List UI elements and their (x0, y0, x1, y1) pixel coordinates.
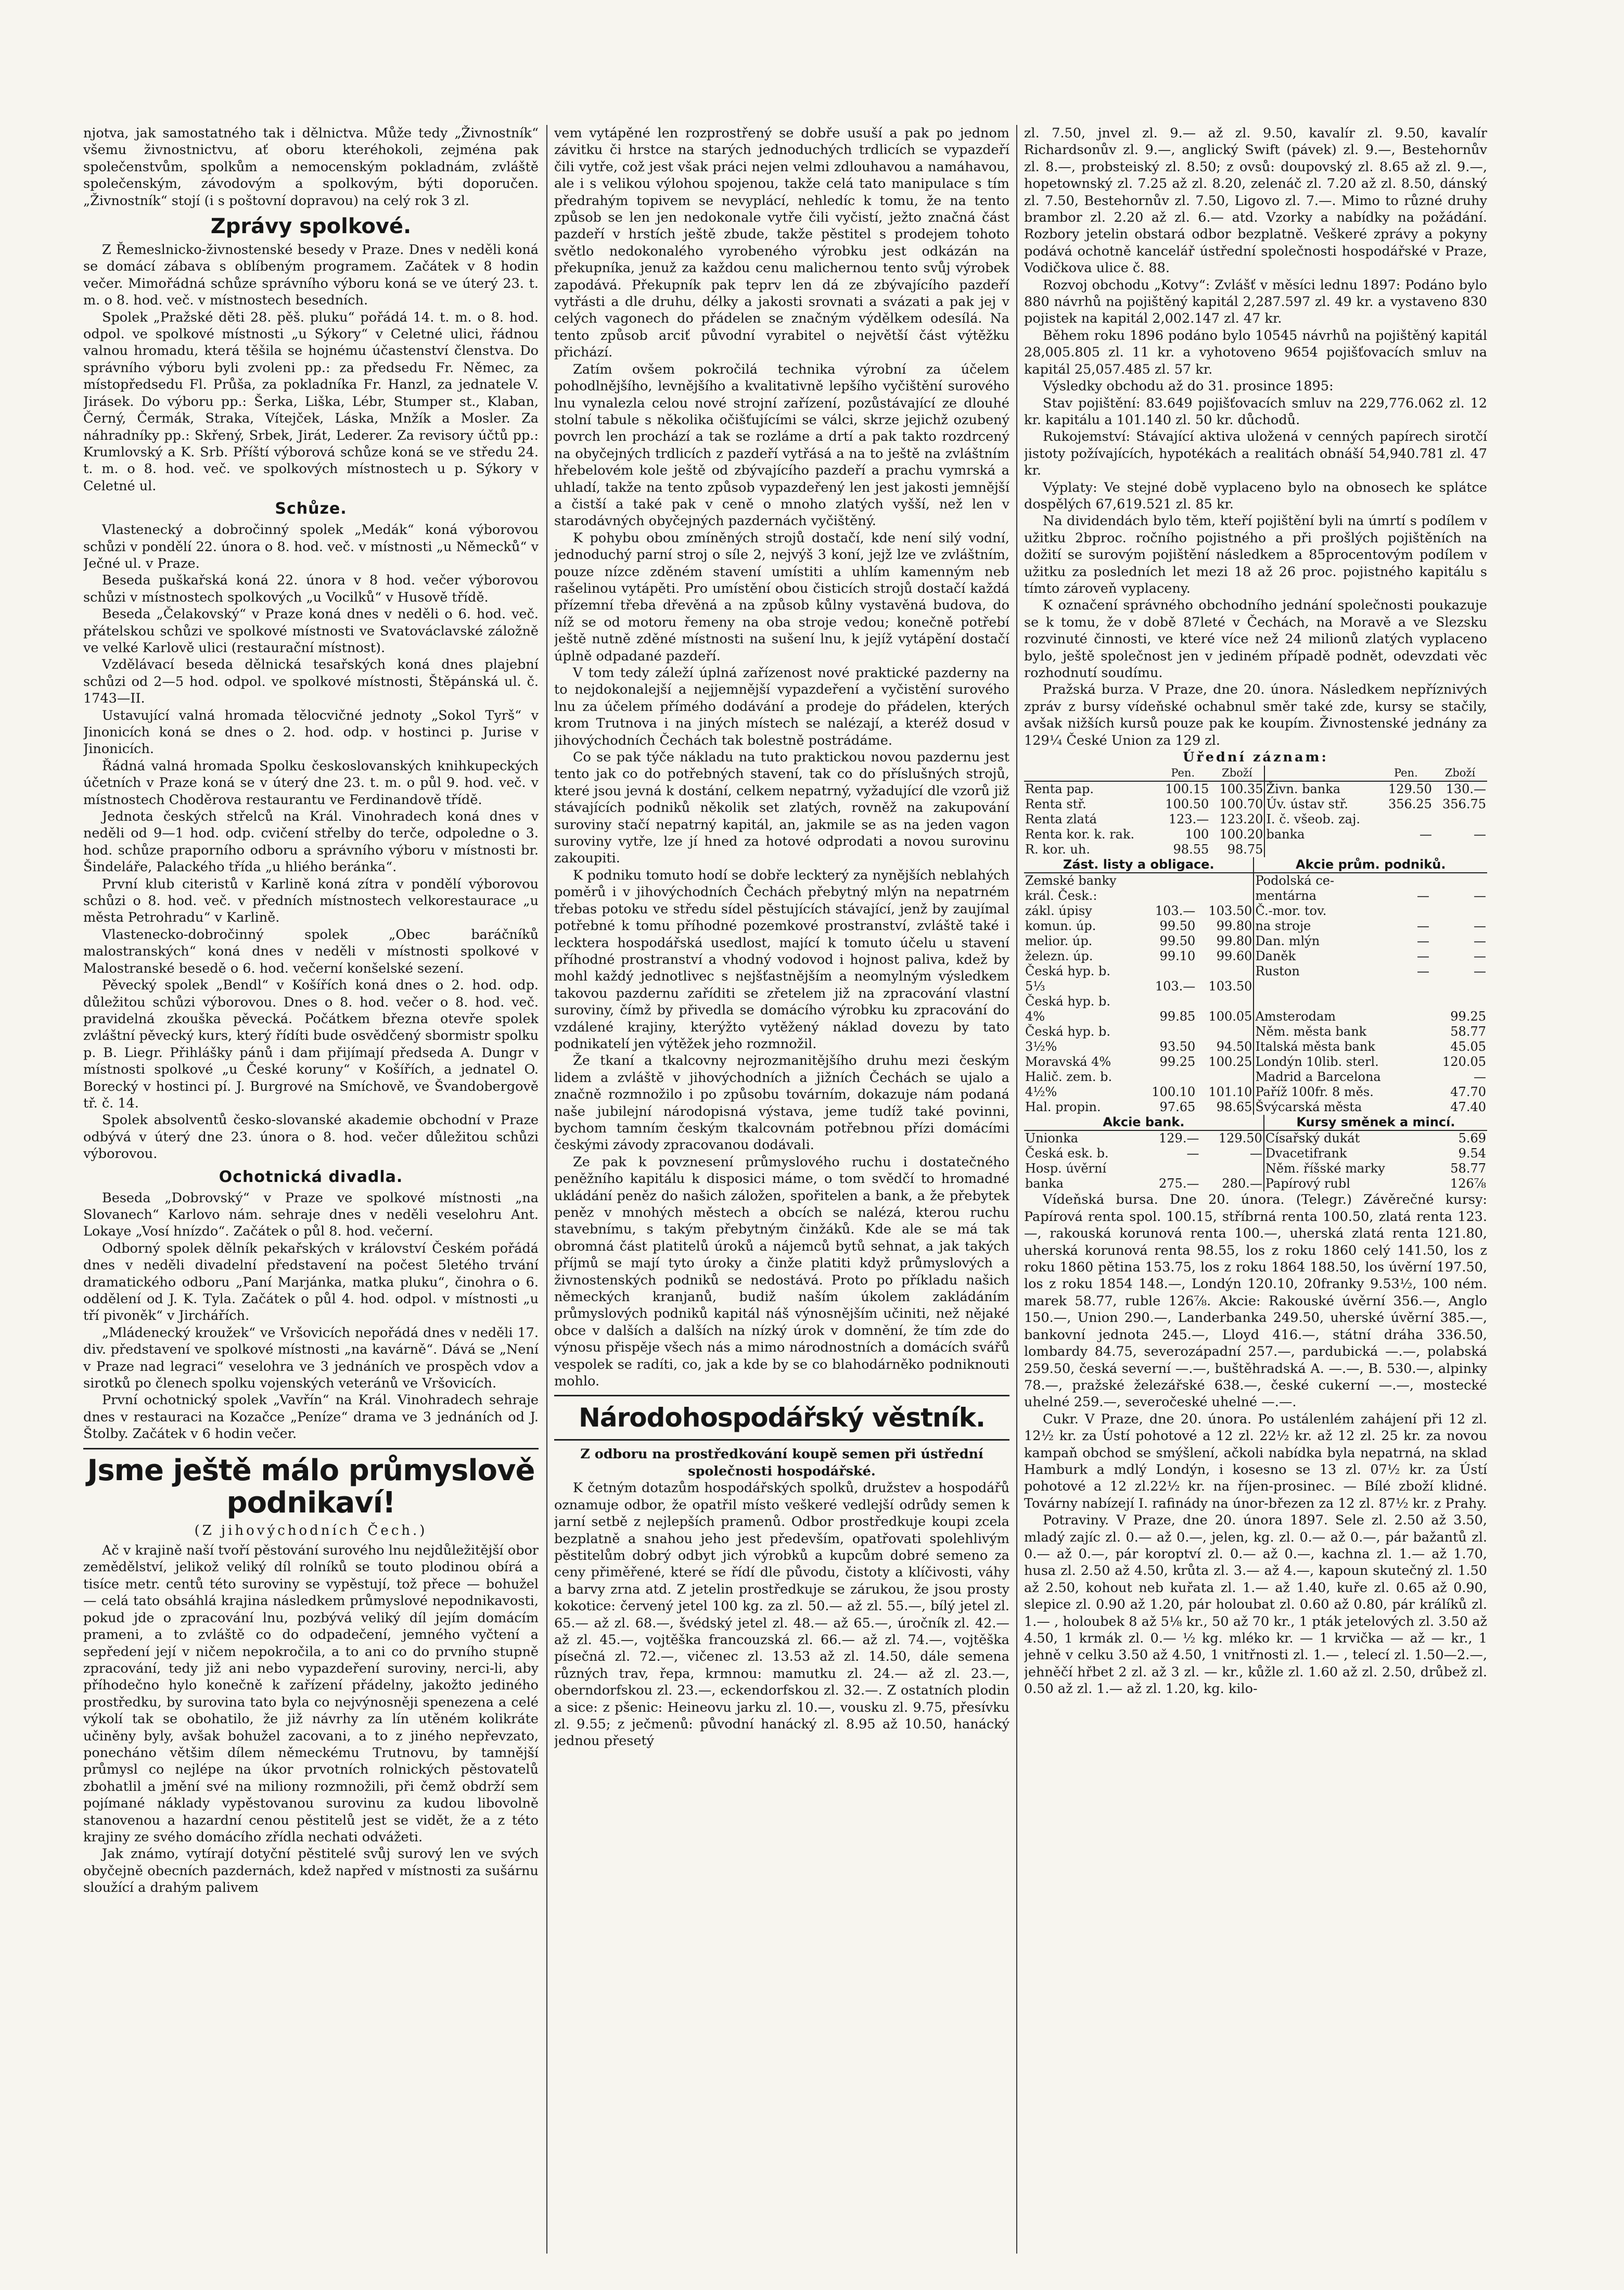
table-subheading: Akcie prům. podniků. (1254, 857, 1487, 873)
meeting-item: Vlastenecký a dobročinný spolek „Medák“ koná výborovou schůzi v pondělí 22. února o 8. hod. več. v místnosti „u Německů“ v Ječné ul. v Praze. (83, 522, 539, 571)
meeting-item: Jednota českých střelců na Král. Vinohradech koná dnes v neděli od 9—1 hod. odp. cvičení střelby do terče, odpoledne o 3. hod. schůze praporního odboru a správního výboru v místnosti br. Šindeláře, Palackého třída „u hliého beránka“. (83, 809, 539, 875)
kotvy-item: Během roku 1896 podáno bylo 10545 návrhů na pojištěný kapitál 28,005.805 zl. 11 kr. a vyhotoveno 9654 pojišťovacích smluv na kapitál 25,057.485 zl. 57 kr. (1024, 327, 1487, 377)
table-cell: 99.60 (1216, 949, 1252, 964)
meeting-item: Vlastenecko-dobročinný spolek „Obec baráčníků malostranských“ koná dnes v neděli v místnosti spolkové v Malostranské besedě o 6. hod. večerní konšelské sezení. (83, 926, 539, 976)
table-row (1024, 1146, 1487, 1161)
table-cell: Renta kor. k. rak. (1025, 827, 1135, 842)
table-cell: 280.— (1222, 1176, 1262, 1191)
article-paragraph: Ač v krajině naší tvoří pěstování surového lnu nejdůležitější obor zemědělství, jelikož veliký díl rolníků se touto plodinou obírá a tisíce metr. centů této suroviny se vypěstují, tož přece — bohužel — celá tato obsáhlá krajina následkem průmyslové nepodnikavosti, pokud jde o zpracování lnu, pozbývá veliký díl jejím domácím prameni, a to zvláště co do odpadečení, jemného vyčtení a sepředení její v ničem nepokročila, a to ani co do prvního stupně zpracování, tedy již ani nebo vypazdeření suroviny, nerci-li, aby příhodečno hylo konečně k zařízení přádelny, jakožto jediného prostředku, by surovina tato byla co nejvýnosněji spenezena a celé výkolí tak se obohatilo, že již návrhy za lín utěném kolikráte učiněny byly, avšak bohužel zacovani, a to z jiného nepřevzato, ponecháno většim dílem německému Trutnovu, by tamnější průmysl co nejlépe na úkor prvotních rolnických pěstovatelů zbohatlil a jmění své na miliony rozmnožili, při čemž obdrží sem pojímané náklady vypěstovanou surovinu za kudou libovolně stanovenou a hazardní cenou pěstitelů jest se vidět, že a z této krajiny ze svého domácího zřídla nechati odvážeti. (83, 1543, 539, 1845)
kotvy-item: Rukojemství: Stávající aktiva uložená v cenných papírech sirotčí jistoty požívajících, hypotékách a realitách obnáší 54,940.781 zl. 47 kr. (1024, 429, 1487, 479)
table-cell: Paříž 100fr. 8 měs. (1254, 1085, 1412, 1100)
table-cell (1412, 904, 1430, 919)
table-row (1024, 797, 1487, 812)
table-cell: Hal. propin. (1025, 1100, 1101, 1115)
table-cell: I. č. všeob. zaj. (1264, 812, 1378, 827)
table-cell (1433, 842, 1487, 857)
table-cell (1140, 873, 1196, 888)
table-cell: — (1417, 964, 1430, 979)
table-cell: 123.20 (1219, 812, 1263, 827)
heading-schuze: Schůze. (275, 500, 347, 518)
table-cell: Česká hyp. b. (1025, 1024, 1110, 1039)
table-cell: 130.— (1446, 782, 1486, 797)
table-cell: 58.77 (1450, 1161, 1486, 1176)
table-cell: 129.— (1159, 1131, 1199, 1146)
table-cell: Madrid a Barcelona (1254, 1070, 1412, 1085)
table-cell: Dvacetifrank (1264, 1146, 1432, 1161)
meeting-item: Pěvecký spolek „Bendl“ v Košířích koná dnes o 2. hod. odp. důležitou schůzi výborovou. Dnes o 8. hod. večer o 8. hod. več. pravidelná zkouška pěvecká. Počátkem března otevře spolek zvláštní pěvecký kurs, který řídíti bude osvědčený sbormistr spolku p. B. Liegr. Přihlášky pánů i dam přijímají předseda A. Dungr v místnosti spolkové „u České koruny“ v Košířích, a jednatel O. Borecký v hostinci pí. J. Burgrové na Smíchově, ve Švandobergově tř. č. 14. (83, 977, 539, 1111)
table-cell: — (1186, 1146, 1199, 1161)
table-cell: 99.25 (1450, 1009, 1486, 1024)
kotvy-item: Výsledky obchodu až do 31. prosince 1895: (1043, 378, 1334, 395)
table-cell: — (1474, 949, 1486, 964)
table-cell: — (1417, 949, 1430, 964)
table-cell: 129.50 (1218, 1131, 1262, 1146)
rates-table-3 (1024, 1115, 1487, 1191)
table-cell: Česká esk. b. (1025, 1146, 1109, 1161)
table-cell: Živn. banka (1264, 781, 1378, 797)
table-cell: 100.35 (1219, 782, 1263, 797)
table-cell: mentárna (1254, 888, 1412, 904)
table-cell: 94.50 (1216, 1039, 1252, 1054)
table-cell: 58.77 (1450, 1024, 1486, 1039)
table-cell: Č.-mor. tov. (1254, 904, 1412, 919)
table-row (1024, 964, 1487, 979)
table-cell: 99.50 (1159, 934, 1196, 949)
kotvy-item: Na dividendách bylo těm, kteří pojištění byli na úmrtí s podílem v užitku 2bproc. ročního pojistného a při prošlých pojištěních na dožití se surovým pojištění následkem a 85procentovým podílem v užitku za posledních let mezi 18 až 26 proc. pojistného kapitálu s tímto zároveň vyplaceny. (1024, 513, 1487, 596)
kotvy-item: Stav pojištění: 83.649 pojišťovacích smluv na 229,776.062 zl. 12 kr. kapitálu a 101.140 zl. 50 kr. důchodů. (1024, 395, 1487, 428)
table-cell: 126⅞ (1450, 1176, 1486, 1191)
table-header-cell: Zboží (1210, 766, 1264, 781)
theatre-item: Odborný spolek dělník pekařských v království Českém pořádá dnes v neděli divadelní představení na počest 5letého trvání dramatického odboru „Paní Marjánka, matka pluku“, činohra o 6. oddělení od J. K. Tyla. Začátek o půl 4. hod. odpol. v místnosti „u tří pivoněk“ v Jirchářích. (83, 1240, 539, 1324)
table-cell (1200, 1161, 1263, 1176)
rates-table-2-body (1024, 873, 1487, 1115)
kotvy-item: Výplaty: Ve stejné době vyplaceno bylo na obnosech ke splátce dospělých 67,619.521 zl. 85 kr. (1024, 479, 1487, 512)
table-cell (1140, 964, 1196, 979)
table-subheading: Zást. listy a obligace. (1024, 857, 1254, 873)
article-paragraph: vem vytápěné len rozprostřený se dobře usuší a pak po jednom závitku či hrstce na starých jednoduchých trdlicích se vypazdeří čili vytře, což jest však práci nejen velmi zdlouhavou a namáhavou, ale i s velikou výlohou spojenou, takže celá tato manipulace s tím předrahým topivem se nevyplácí, nehledíc k tomu, že na tento způsob se len jen nedokonale vytře čili vyčistí, ježto značná část pazdeří v hrstích ještě zbude, takže pěstitel s prodejem tohoto světlo nedokonalého vyrobeného výrobku jest odkázán na překupníka, jenuž za každou cenu malichernou tento svůj výrobek zapodává. Překupník pak teprv len dá ze zbývajícího pazdeří vytřásti a dle druhu, délky a jakosti srovnati a svázati a pak jej v celých vagonech do přádelen se značným výdělkem odesílá. Na tento způsob arciť původní vyrabitel o největší část výtěžku přichází. (554, 125, 1009, 361)
table-header-cell (1264, 766, 1378, 781)
table-cell: Zemské banky (1025, 873, 1117, 888)
table-cell: 103.50 (1208, 979, 1252, 994)
meeting-item: Ustavující valná hromada tělocvičné jednoty „Sokol Tyrš“ v Jinonicích koná se dnes o 2. hod. odp. v hostinci p. Jurise v Jinonicích. (83, 707, 539, 757)
table-cell: 356.75 (1442, 797, 1486, 812)
heading-ochotnicka-divadla: Ochotnická divadla. (219, 1167, 403, 1186)
table-row (1024, 1130, 1487, 1146)
table-cell: 100.10 (1152, 1085, 1196, 1100)
table-cell: na stroje (1254, 919, 1412, 934)
article-paragraph: zl. 7.50, jnvel zl. 9.— až zl. 9.50, kavalír zl. 9.50, kavalír Richardsonův zl. 9.—, anglický Swift (pávek) zl. 9.—, Bestehornův zl. 8.—, probsteiský zl. 8.50; z ovsů: doupovský zl. 8.65 až zl. 9.—, hopetownský zl. 7.25 až zl. 8.20, zelenáč zl. 7.20 až zl. 8.50, dánský zl. 7.50, Bestehornův zl. 7.50, Ligovo zl. 7.—. Mimo to různé druhy brambor zl. 2.20 až zl. 6.— atd. Vzorky a nabídky na požádání. Rozbory jetelin obstará odbor bezplatně. Veškeré zprávy a pokyny podává ochotně kancelář ústřední společnosti hospodářské v Praze, Vodičkova ulice č. 88. (1024, 125, 1487, 276)
table-cell: Císařský dukát (1264, 1130, 1432, 1146)
table-cell (1379, 842, 1433, 857)
article-paragraph: V tom tedy záleží úplná zařízenost nové praktické pazderny na to nejdokonalejší a nejjemnější vypazdeření a vyčistění surového lnu za účelem přímého dodávání a prodeje do přádelen, kterých krom Trutnova i na jiných místech se nalézají, a kteréž dosud v jihovýchodních Čechách tak bolestně postrádáme. (554, 665, 1009, 748)
table-cell: — (1474, 827, 1486, 842)
table-cell (1412, 873, 1430, 888)
table-cell: 99.80 (1216, 934, 1252, 949)
table-cell: 129.50 (1388, 782, 1432, 797)
rates-table-1-body (1024, 781, 1487, 857)
table-cell: 120.05 (1442, 1054, 1486, 1070)
heading-jsme-jeste: Jsme ještě málo průmyslově podnikaví! (87, 1453, 535, 1520)
table-cell: R. kor. uh. (1025, 842, 1090, 857)
table-cell (1412, 1085, 1430, 1100)
table-cell: Dan. mlýn (1254, 934, 1412, 949)
table-cell: Česká hyp. b. (1025, 994, 1110, 1009)
meeting-item: Vzdělávací beseda dělnická tesařských koná dnes plajební schůzi od 2—5 hod. odpol. ve spolkové místnosti, Štěpánská ul. č. 1743—II. (83, 657, 539, 707)
rates-table-3-body (1024, 1130, 1487, 1191)
table-cell: 99.50 (1159, 919, 1196, 934)
table-cell: 47.70 (1450, 1085, 1486, 1100)
table-subheading: Akcie bank. (1024, 1115, 1264, 1130)
table-row (1024, 1024, 1487, 1039)
meeting-item: Beseda puškařská koná 22. února v 8 hod. večer výborovou schůzi v místnostech spolkových „u Vocilků“ v Husově třídě. (83, 572, 539, 605)
table-row (1024, 873, 1487, 888)
theatre-item: První ochotnický spolek „Vavřín“ na Král. Vinohradech sehraje dnes v restauraci na Kozačce „Peníze“ drama ve 3 jednáních od J. Štolby. Začátek v 6 hodin večer. (83, 1392, 539, 1442)
table-cell: — (1474, 919, 1486, 934)
table-cell: melior. úp. (1025, 934, 1093, 949)
table-row (1024, 1161, 1487, 1176)
table-cell: 98.65 (1216, 1100, 1252, 1115)
table-cell (1264, 842, 1378, 857)
table-cell: 100.05 (1208, 1009, 1252, 1024)
heading-narodohospodarsky-vestnik: Národohospodářský věstník. (579, 1403, 985, 1433)
table-cell (1412, 994, 1430, 1009)
table-cell: 45.05 (1450, 1039, 1486, 1054)
table-header-cell: Zboží (1433, 766, 1487, 781)
table-cell: 123.— (1168, 812, 1209, 827)
article-paragraph: Zatím ovšem pokročilá technika výrobní za účelem pohodlnějšího, levnějšího a kvalitativně lepšího vyčištění surového lnu vynalezla celou nové strojní zařízení, pozůstávající ze dlouhé stolní tabule s několika očišťujícími se válci, skrze jejichž ozubený povrch len prochází a tak se rozláme a drtí a pak takto rozdrcený na obyčejných trdlicích z pazdeří vytřásá a na to ještě na zvláštním hřebelovém kole ještě od zbývajícího pazdeří a prachu vymrská a uhladí, takže na tento způsob vypazdeřený len jest jakosti jemnější a čistší a také pak v ceně o mnoho zlatých vyšší, než len v starodávných obyčejných pazdernách vyčištěný. (554, 361, 1009, 529)
table-cell (1430, 994, 1487, 1009)
article-paragraph: Že tkaní a tkalcovny nejrozmanitějšího druhu mezi českým lidem a zvláště v jihovýchodních a jižních Čechách se ujalo a značně rozmnožilo i po způsobu továrním, dokazuje nám podaná naše jubilejní národopisná výstava, jeme tudíž také povinni, bychom tamním českým tkalcovnám potřebnou přízi domácími českými závody zpracovanou dodávali. (554, 1053, 1009, 1153)
column-divider-1 (546, 125, 547, 2254)
table-cell: Švýcarská města (1254, 1100, 1412, 1115)
table-cell (1196, 994, 1254, 1009)
section-rule (83, 1448, 539, 1449)
article-paragraph: Ze pak k povznesení průmyslového ruchu i dostatečného peněžního kapitálu k disposici máme, o tom svědčí to hromadné ukládání peněz do našich záložen, spořitelen a bank, a že přebytek peněz v mnohých městech a obcích se nalézá, kterou ruchu stavebnímu, s takým přebytným činžáků. Kde ale se má tak obromná část platitelů úroků a nájemců bytů sehnat, a jak takých příjmů se mají tyto úroky a činže platiti když průmyslových a živnostenských podniků se nedostává. Proto po příkladu našich německých kranjanů, budiž naším úkolem zakládáním průmyslových podniků kapitál náš výnosnějším učiniti, než nějaké obce v dalších a dalších na nízký úrok v domnění, že tím zde do výnosu přispěje všech nás a mimo národnostních a domácích svářů vespolek se radíti, co, jak a kde by se co blahodárněko podniknouti mohlo. (554, 1154, 1009, 1390)
table-row (1024, 1100, 1487, 1115)
news-item: Z Řemeslnicko-živnostenské besedy v Praze. Dnes v neděli koná se domácí zábava s oblíbeným programem. Začátek v 8 hodin večer. Mimořádná schůze správního výboru koná se ve úterý 23. t. m. o 8. hod. več. v místnostech besedních. (83, 242, 539, 309)
table-cell: 4% (1025, 1009, 1045, 1024)
table-cell: zákl. úpisy (1025, 904, 1092, 919)
heading-zpravy-spolkove: Zprávy spolkové. (210, 214, 412, 239)
table-cell: 93.50 (1159, 1039, 1196, 1054)
table-cell (1196, 888, 1254, 904)
table-cell (1142, 1161, 1200, 1176)
table-cell: 100.20 (1219, 827, 1263, 842)
meeting-item: Beseda „Čelakovský“ v Praze koná dnes v neděli o 6. hod. več. přátelskou schůzi ve spolkové místnosti ve Svatováclavské záložně ve velké Karlově ulici (restaurační místnost). (83, 606, 539, 656)
table-row (1024, 994, 1487, 1009)
rates-table-1 (1024, 766, 1487, 857)
article-dateline: (Z jihovýchodních Čech.) (194, 1522, 428, 1538)
table-cell: — (1474, 888, 1486, 904)
table-row (1024, 1054, 1487, 1070)
table-cell: 5⅓ (1025, 979, 1045, 994)
table-cell: — (1419, 827, 1432, 842)
column-1 (83, 125, 539, 2254)
section-rule (554, 1439, 1009, 1441)
table-row (1024, 949, 1487, 964)
table-cell (1412, 1054, 1430, 1070)
kotvy-item: K označení správného obchodního jednání společnosti poukazuje se k tomu, že v době 87leté v Čechách, na Moravě a ve Slezsku rozvinuté činnosti, ve které více než 24 milionů zlatých vyplaceno bylo, ještě společnost jen v jediném případě podnět, odevzdati věc rozhodnutí soudímu. (1024, 597, 1487, 681)
table-cell (1140, 1024, 1196, 1039)
table-row (1024, 781, 1487, 797)
table-cell (1430, 873, 1487, 888)
prague-exchange: Pražská burza. V Praze, dne 20. února. Následkem nepříznivých zpráv z bursy vídeňské ochabnul směr také zde, kursy se stačily, avšak nižších kursů pouze pak ke koupím. Živnostenské jednány za 129¼ České Union za 129 zl. (1024, 682, 1487, 748)
table-cell (1412, 979, 1430, 994)
meeting-item: První klub citeristů v Karlině koná zítra v pondělí výborovou schůzi o 8. hod. več. v předních místnostech velkorestaurace „u města Petrohradu“ v Karlině. (83, 876, 539, 926)
table-cell (1196, 873, 1254, 888)
table-row (1024, 1176, 1487, 1191)
table-cell: 356.25 (1388, 797, 1432, 812)
table-cell (1412, 1024, 1430, 1039)
table-cell: — (1249, 1146, 1262, 1161)
table-cell: 47.40 (1450, 1100, 1486, 1115)
table-cell: železn. úp. (1025, 949, 1093, 964)
table-cell: 99.85 (1159, 1009, 1196, 1024)
table-cell: 4½% (1025, 1085, 1057, 1100)
table-cell: — (1474, 934, 1486, 949)
official-record-heading: Úřední záznam: (1183, 749, 1328, 766)
table-cell: banka (1264, 827, 1378, 842)
table-cell: 100 (1185, 827, 1209, 842)
table-cell: Daněk (1254, 949, 1412, 964)
notice-title: Z odboru na prostředkování koupě semen při ústřední společnosti hospodářské. (580, 1446, 983, 1479)
theatre-item: Beseda „Dobrovský“ v Praze ve spolkové místnosti „na Slovanech“ Karlovo nám. sehraje dnes v neděli veselohru Ant. Lokaye „Vosí hnízdo“. Začátek o půl 8. hod. večerní. (83, 1190, 539, 1240)
sugar-market: Cukr. V Praze, dne 20. února. Po ustálenlém zahájení při 12 zl. 12½ kr. za Ústí pohotové a 12 zl. 22½ kr. až 12 zl. 25 kr. za novou kampaň obchod se smýšlení, ačkoli nabídka byla nepatrná, na sklad Hamburk a mdlý Londýn, i kosesno se 13 zl. 07½ kr. za Ústí pohotové a 12 zl.22½ kr. na říjen-prosinec. — Bílé zboží klidné. Továrny nabízejí I. rafinády na únor-březen za 12 zl. 87½ kr. z Prahy. (1024, 1411, 1487, 1511)
table-row (1024, 979, 1487, 994)
table-cell: 103.— (1155, 904, 1196, 919)
table-header-cell: Pen. (1379, 766, 1433, 781)
column-3 (1024, 125, 1487, 2254)
vienna-exchange: Vídeňská bursa. Dne 20. února. (Telegr.) Závěrečné kursy: Papírová renta spol. 100.15, stříbrná renta 100.50, zlatá renta 123.—, rakouská korunová renta 100.—, uherská zlatá renta 121.80, uherská korunová renta 98.55, los z roku 1860 celý 141.50, los z roku 1860 pětina 153.75, los z roku 1864 188.50, los úvěrní 197.50, los z roku 1854 148.—, Londýn 120.10, 20franky 9.53½, 100 ném. marek 58.77, ruble 126⅞. Akcie: Rakouské úvěrní 356.—, Anglo 150.—, Union 290.—, Landerbanka 249.50, uherské úvěrní 385.—, bankovní jednota 245.—, Lloyd 416.—, státní dráha 336.50, lombardy 84.75, severozápadní 257.—, pardubická —.—, polabská 259.50, česká severní —.—, buštěhradská A. —.—, B. 530.—, alpinky 78.—, pražské železářské 638.—, české cukerní —.—, mostecké uhelné 259.—, severočeské uhelné —.—. (1024, 1192, 1487, 1410)
intro-text: njotva, jak samostatného tak i dělnictva. Může tedy „Živnostník“ všemu živnostnictvu, ať oboru kteréhokoli, zejména pak společenstvům, spolkům a nemocenským pokladnám, zvláště společenským, závodovým a spolkovým, býti doporučen. „Živnostník“ stojí (i s poštovní dopravou) na celý rok 3 zl. (83, 125, 539, 209)
table-cell: — (1417, 919, 1430, 934)
table-row (1024, 888, 1487, 904)
table-cell: 101.10 (1208, 1085, 1252, 1100)
notice-paragraph: K četným dotazům hospodářských spolků, družstev a hospodářů oznamuje odbor, že opatřil místo veškeré vedlejší odrůdy semen k jarní setbě z nejlepších pramenů. Odbor prostředkuje koupi zcela bezplatně a snahou jeho jest především, opatřovati spolehlivým pěstitelům dobrý odbyt jich výrobků a kupcům dobré semeno za ceny přiměřené, které se řídí dle původu, čistoty a klíčivosti, váhy a barvy zrna atd. Z jetelin prostředkuje se zárukou, že jsou prosty kokotice: červený jetel 100 kg. za zl. 50.— až zl. 55.—, bílý jetel zl. 65.— až zl. 68.—, švédský jetel zl. 48.— až 65.—, úročník zl. 42.— až zl. 45.—, vojtěška francouzská zl. 66.— až zl. 74.—, vojtěška písečná zl. 72.—, vičenec zl. 13.53 až zl. 14.50, dále semena různých trav, řepa, krmnou: mamutku zl. 24.— až zl. 23.—, oberndorfskou zl. 23.—, eckendorfskou zl. 32.—. Z ostatních plodin a sice: z pšenic: Heineovu jarku zl. 10.—, vousku zl. 9.75, přesívku zl. 9.55; z ječmenů: původní hanácký zl. 8.95 až 10.50, hanácký jednou přesetý (554, 1480, 1009, 1749)
table-cell: 100.15 (1165, 782, 1209, 797)
table-cell (1140, 888, 1196, 904)
table-cell: Papírový rubl (1264, 1176, 1432, 1191)
table-cell: 99.80 (1216, 919, 1252, 934)
table-cell: — (1417, 888, 1430, 904)
table-cell (1254, 979, 1412, 994)
table-row (1024, 1009, 1487, 1024)
rates-table-2 (1024, 857, 1487, 1115)
meeting-item: Řádná valná hromada Spolku českoslovanských knihkupeckých účetních v Praze koná se v úterý dne 23. t. m. o půl 9. hod. več. v místnostech Choděrova restaurantu ve Ferdinandově třídě. (83, 758, 539, 808)
table-row (1024, 842, 1487, 857)
table-cell: 9.54 (1458, 1146, 1486, 1161)
table-cell (1412, 1070, 1430, 1085)
table-cell: 97.65 (1159, 1100, 1196, 1115)
table-cell: Česká hyp. b. (1025, 964, 1110, 979)
table-cell (1140, 1070, 1196, 1085)
table-cell: 100.25 (1208, 1054, 1252, 1070)
table-subheading: Kursy směnek a mincí. (1264, 1115, 1487, 1130)
column-divider-2 (1016, 125, 1017, 2254)
table-row (1024, 1070, 1487, 1085)
kotvy-item: Rozvoj obchodu „Kotvy“: Zvlášť v měsíci lednu 1897: Podáno bylo 880 návrhů na pojištěný kapitál 2,287.597 zl. 49 kr. a vystaveno 830 pojistek na kapitál 2,002.147 zl. 47 kr. (1024, 277, 1487, 327)
table-cell (1433, 812, 1487, 827)
table-cell (1379, 812, 1433, 827)
table-cell (1196, 1070, 1254, 1085)
food-market: Potraviny. V Praze, dne 20. února 1897. Sele zl. 2.50 až 3.50, mladý zajíc zl. 0.— až 0.—, jelen, kg. zl. 0.— až 0.—, pár bažantů zl. 0.— až 0.—, pár koroptví zl. 0.— až 0.—, kachna zl. 1.— až 1.70, husa zl. 2.50 až 4.50, krůta zl. 3.— až 4.—, kapoun skutečný zl. 1.50 až 2.50, kohout neb kuřata zl. 1.— až 1.40, kuře zl. 0.65 až 0.90, slepice zl. 0.90 až 1.20, pár holoubat zl. 0.60 až 0.80, pár králíků zl. 1.— , holoubek 8 až 5⅛ kr., 50 až 70 kr., 1 pták jetelových zl. 3.50 až 4.50, 1 krmák zl. 0.— ½ kg. mléko kr. — 1 krvička — až — kr., 1 jehně v celku 3.50 až 4.50, 1 vnitřnosti zl. 1.— , telecí zl. 1.50—2.—, jehněčí hřbet 2 zl. až 3 zl. — kr., kůžle zl. 1.60 až zl. 2.50, drůbež zl. 0.50 až zl. 1.— až zl. 1.20, kg. kilo- (1024, 1512, 1487, 1697)
table-cell: Halič. zem. b. (1025, 1070, 1112, 1085)
table-cell: Unionka (1025, 1131, 1079, 1146)
table-cell: Úv. ústav stř. (1264, 797, 1378, 812)
table-cell: — (1474, 964, 1486, 979)
article-paragraph: K pohybu obou zmíněných strojů dostačí, kde není silý vodní, jednoduchý parní stroj o síle 2, nejvýš 3 koní, jejž lze ve zvláštním, pouze nízce zděném stavení umístiti a uhlím kamenným neb rašelinou vytápěti. Pro umístění obou čisticích strojů dostačí každá přízemní třeba dřevěná a na způsob kůlny vystavěná budova, do níž se od motoru řemeny na oba stroje vedou; konečně potřebí ještě nutně zděné místnosti na sušení lnu, k jejíž vytápění dostačí úplně odpadané pazdeří. (554, 530, 1009, 664)
table-cell: 100.70 (1219, 797, 1263, 812)
table-cell (1140, 994, 1196, 1009)
meeting-item: Spolek absolventů česko-slovanské akademie obchodní v Praze odbývá v úterý dne 23. února o 8. hod. večer důležitou schůzi výborovou. (83, 1112, 539, 1162)
table-cell (1196, 1024, 1254, 1039)
table-cell: Podolská ce- (1254, 873, 1412, 888)
table-cell: Něm. říšské marky (1264, 1161, 1432, 1176)
table-cell: komun. úp. (1025, 919, 1096, 934)
table-row (1024, 934, 1487, 949)
table-row (1024, 919, 1487, 934)
table-cell: banka (1025, 1176, 1064, 1191)
table-cell: král. Česk.: (1025, 888, 1097, 904)
table-cell (1412, 1039, 1430, 1054)
table-cell: 103.— (1155, 979, 1196, 994)
table-cell: 98.75 (1227, 842, 1263, 857)
table-row (1024, 827, 1487, 842)
table-row (1024, 904, 1487, 919)
table-header-cell: Pen. (1156, 766, 1210, 781)
article-paragraph: Co se pak týče nákladu na tuto praktickou novou pazdernu jest tento jak co do potřebných stavení, tak co do příslušných strojů, které jsou jevná k dostání, celkem nepatrný, vyžadující dle vzorů již stávajících podniků několik set zlatých, rovněž na zakupování suroviny stačí nepatrný kapitál, an, jakmile se as na jeden vagon suroviny vytře, lze jí hned za hotové odprodati a novou surovinu zakoupiti. (554, 749, 1009, 867)
column-2 (554, 125, 1009, 2254)
table-cell (1196, 964, 1254, 979)
table-cell (1412, 1100, 1430, 1115)
table-row (1024, 1039, 1487, 1054)
article-paragraph: Jak známo, vytírají dotyční pěstitelé svůj surový len ve svých obyčejně obecních pazdernách, kdež napřed v místnosti za sušárnu sloužící a drahým palivem (83, 1846, 539, 1896)
table-cell: 100.50 (1165, 797, 1209, 812)
table-cell (1254, 994, 1412, 1009)
table-cell: Italská města bank (1254, 1039, 1412, 1054)
table-cell: Hosp. úvěrní (1025, 1161, 1107, 1176)
theatre-item: „Mládenecký kroužek“ ve Vršovicích nepořádá dnes v neděli 17. div. představení ve spolkové místnosti „na kavárně“. Dává se „Není v Praze nad legraci“ veselohra ve 3 jednáních ve prospěch vdov a sirotků po členech spolku vojenských veteránů ve Vršovicích. (83, 1325, 539, 1392)
news-item: Spolek „Pražské děti 28. pěš. pluku“ pořádá 14. t. m. o 8. hod. odpol. ve spolkové místnosti „u Sýkory“ v Celetné ulici, řádnou valnou hromadu, která těšila se hojnému účastenství členstva. Do správního výboru byli zvoleni pp.: za předsedu Fr. Němec, za místopředsedu Fl. Průša, za pokladníka Fr. Hanzl, za jednatele V. Jirásek. Do výboru pp.: Šerka, Liška, Lébr, Stumper st., Klaban, Černý, Čermák, Straka, Vítejček, Láska, Mnžík a Mosler. Za náhradníky pp.: Skřený, Srbek, Jirát, Lederer. Za revisory účtů pp.: Krumlovský a K. Srb. Příští výborová schůze koná se ve středu 24. t. m. o 8. hod. več. ve spolkových místnostech u p. Sýkory v Celetné ul. (83, 309, 539, 494)
table-cell: 99.10 (1159, 949, 1196, 964)
table-cell: Ruston (1254, 964, 1412, 979)
table-cell (1430, 904, 1487, 919)
table-cell: Londýn 10lib. sterl. (1254, 1054, 1412, 1070)
table-cell: 3½% (1025, 1039, 1057, 1054)
table-cell: Moravská 4% (1025, 1054, 1111, 1070)
table-cell: Amsterodam (1254, 1009, 1412, 1024)
table-row (1024, 812, 1487, 827)
article-paragraph: K podniku tomuto hodí se dobře leckterý za nynějších neblahých poměrů i v jihovýchodních Čechách přebytný mlýn na nepatrném třebas potoku ve středu sídel pěstujících stávající, jenž by zaujímal potřebné k tomu příhodné pozemkové prostranství, zvláště také i lecktera hospodářská usedlost, mající k tomuto účelu u stavení příhodné prostranství a vhodný vodovod i hojnost paliva, kdež by mohl každý jednotlivec s nejšťastnějším a neomylným výsledkem takovou pazdernu zaříditi se zřetelem již na zpracování vlastní suroviny, čímž by přivedla se domácího výrobku ku zpracování do vzdálené krajiny, kterýžto vytěžený náklad dovezu by tato podnikatelí jen výtěžek jeho rozmnožil. (554, 867, 1009, 1052)
table-header-cell (1024, 766, 1156, 781)
table-cell: 5.69 (1458, 1131, 1486, 1146)
table-cell: 99.25 (1159, 1054, 1196, 1070)
table-cell: Renta stř. (1025, 797, 1086, 812)
table-cell (1412, 1009, 1430, 1024)
table-row (1024, 1085, 1487, 1100)
table-cell: Renta zlatá (1025, 812, 1097, 827)
table-cell: Renta pap. (1025, 782, 1094, 797)
section-rule (554, 1395, 1009, 1396)
table-cell: — (1417, 934, 1430, 949)
table-cell: 103.50 (1208, 904, 1252, 919)
table-cell (1430, 979, 1487, 994)
table-cell: 275.— (1159, 1176, 1199, 1191)
table-cell: — (1474, 1070, 1486, 1085)
table-cell: Něm. města bank (1254, 1024, 1412, 1039)
table-cell: 98.55 (1173, 842, 1209, 857)
